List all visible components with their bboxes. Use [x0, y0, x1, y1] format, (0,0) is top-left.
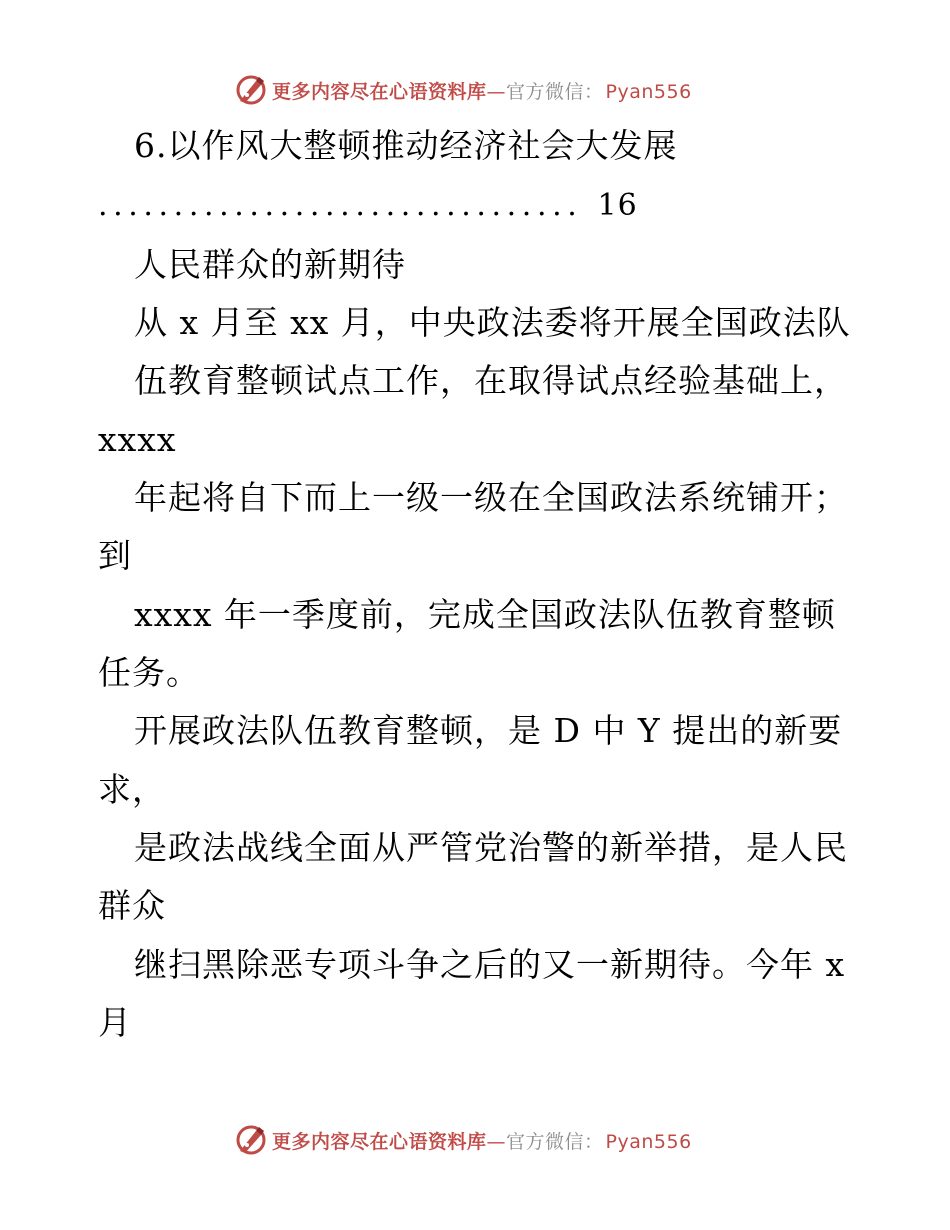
watermark-dash: — [486, 80, 507, 103]
toc-leader-dots: ................................ [98, 188, 583, 223]
header-watermark [234, 72, 692, 108]
toc-entry-leader [98, 186, 638, 226]
watermark-site: 更多内容尽在心语资料库 [272, 80, 487, 103]
body-line: 从 x 月至 xx 月，中央政法委将开展全国政法队 [134, 303, 851, 342]
body-line: xxxx 年一季度前，完成全国政法队伍教育整顿 [134, 595, 836, 634]
body-line: 是政法战线全面从严管党治警的新举措，是人民 [134, 828, 848, 867]
body-line: 群众 [98, 886, 166, 925]
pen-logo-icon [234, 73, 268, 107]
watermark-label: 官方微信： [506, 80, 604, 103]
body-line: 到 [98, 536, 132, 575]
watermark-dash: — [486, 1130, 507, 1153]
body-line: 月 [98, 1003, 132, 1042]
body-line: 年起将自下而上一级一级在全国政法系统铺开； [134, 478, 848, 517]
body-line: 求， [98, 770, 166, 809]
body-line: 继扫黑除恶专项斗争之后的又一新期待。今年 x [134, 945, 846, 984]
watermark-label: 官方微信： [506, 1130, 604, 1153]
watermark-id: Pyan556 [605, 80, 692, 103]
toc-entry-title: 6.以作风大整顿推动经济社会大发展 [134, 126, 678, 165]
body-line: 人民群众的新期待 [134, 245, 406, 284]
watermark-id: Pyan556 [605, 1130, 692, 1153]
toc-page-number: 16 [597, 188, 638, 223]
footer-watermark [234, 1122, 692, 1158]
body-line: 伍教育整顿试点工作，在取得试点经验基础上， [134, 361, 848, 400]
pen-logo-icon [234, 1123, 268, 1157]
watermark-site: 更多内容尽在心语资料库 [272, 1130, 487, 1153]
body-line: xxxx [98, 420, 177, 459]
body-line: 开展政法队伍教育整顿，是 D 中 Y 提出的新要 [134, 711, 843, 750]
body-line: 任务。 [98, 653, 200, 692]
